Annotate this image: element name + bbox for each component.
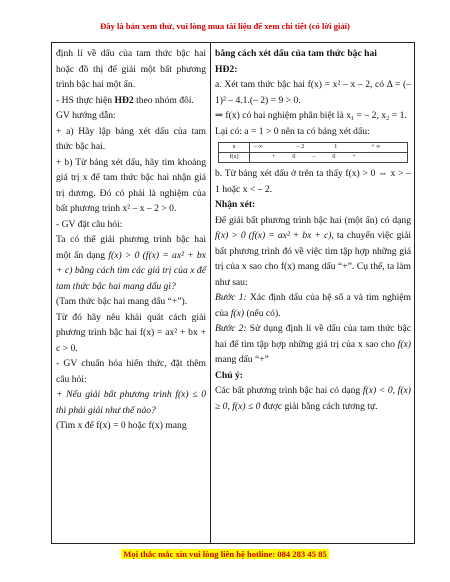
step-1: Bước 1: Xác định dấu của hệ số a và tìm nghiệm của f(x) (nếu có). — [215, 292, 411, 319]
left-paragraph-4: + a) Hãy lập bảng xét dấu của tam thức bậc hai. — [56, 125, 206, 152]
remark-heading: Nhận xét: — [215, 199, 256, 210]
hotline-banner: Mọi thắc mắc xin vui lòng liên hệ hotline: 084 283 45 85 — [123, 549, 327, 559]
sign-table-row-x — [219, 143, 408, 153]
left-paragraph-11: + Nếu giải bất phương trình f(x) ≤ 0 thì phải giải như thế nào? — [56, 389, 206, 416]
sign-table-cell: f(x) — [219, 153, 250, 163]
activity-label: HĐ2 — [114, 94, 134, 106]
left-paragraph-9: Từ đó hãy nêu khái quát cách giải phương trình bậc hai f(x) = ax² + bx + c > 0. — [56, 311, 206, 354]
sign-table-cell: + 0 – 0 + — [250, 153, 408, 163]
left-paragraph-5: + b) Từ bảng xét dấu, hãy tìm khoảng giá trị x để tam thức bậc hai nhận giá trị dương. Đó có phải là nghiệm của bất phương trình x² – x – 2 > 0. — [56, 156, 206, 214]
preview-notice-banner: Đây là bản xem thử, vui lòng mua tài liệu để xem chi tiết (có lời giải) — [100, 21, 350, 31]
sign-table-cell: – ∞ – 2 1 + ∞ — [250, 143, 408, 153]
step-2: Bước 2: Sử dụng định lí về dấu của tam thức bậc hai để tìm tập hợp những giá trị của x sao cho f(x) mang dấu “+” — [215, 323, 411, 365]
note-heading: Chú ý: — [215, 369, 243, 381]
sign-table-cell: x — [219, 143, 250, 153]
left-paragraph-3: GV hướng dẫn: — [56, 110, 116, 121]
left-paragraph-8: (Tam thức bậc hai mang dấu “+”). — [56, 296, 188, 307]
left-paragraph-1: định lí về dấu của tam thức bậc hai hoặc đồ thị để giải một bất phương trình bậc hai một ẩn. — [56, 48, 206, 90]
left-paragraph-6: - GV đặt câu hỏi: — [56, 218, 123, 230]
left-paragraph-2: - HS thực hiện HĐ2 theo nhóm đôi. — [56, 94, 194, 106]
right-paragraph-4: ⇒ f(x) có hai nghiệm phân biệt là x₁ = – 2, x₂ = 1. — [215, 110, 407, 121]
left-paragraph-12: (Tìm x để f(x) = 0 hoặc f(x) mang — [56, 420, 187, 431]
right-paragraph-3: a. Xét tam thức bậc hai f(x) = x² – x – 2, có Δ = (– 1)² – 4.1.(– 2) = 9 > 0. — [215, 79, 411, 106]
right-heading: bằng cách xét dấu của tam thức bậc hai — [215, 48, 377, 59]
activity-heading: HĐ2: — [215, 63, 238, 75]
sign-table — [218, 142, 408, 163]
left-paragraph-7: Ta có thể giải phương trình bậc hai một ẩn dạng f(x) > 0 (f(x) = ax² + bx + c) bằng cách tìm các giá trị của x để tam thức bậc hai mang dấu gì? — [56, 234, 206, 292]
teacher-activity-column — [56, 46, 206, 434]
lesson-table — [51, 42, 415, 544]
note-paragraph: Các bất phương trình bậc hai có dạng f(x) < 0, f(x) ≥ 0, f(x) ≤ 0 được giải bằng cách tương tự. — [215, 385, 411, 412]
right-paragraph-5: Lại có: a = 1 > 0 nên ta có bảng xét dấu: — [215, 125, 370, 137]
student-result-column — [215, 46, 411, 414]
column-divider — [210, 43, 211, 543]
right-paragraph-8: Để giải bất phương trình bậc hai (một ẩn) có dạng f(x) > 0 (f(x) = ax² + bx + c), ta chuyển việc giải bất phương trình đó về việc tìm tập hợp những giá trị của x sao cho f(x) mang dấu “+”. Cụ thể, ta làm như sau: — [215, 214, 411, 288]
right-paragraph-6: b. Từ bảng xét dấu ở trên ta thấy f(x) > 0 ⇔ x > – 1 hoặc x < – 2. — [215, 168, 411, 195]
left-paragraph-10: - GV chuẩn hóa hiến thức, đặt thêm câu hỏi: — [56, 358, 206, 385]
sign-table-row-fx — [219, 153, 408, 163]
